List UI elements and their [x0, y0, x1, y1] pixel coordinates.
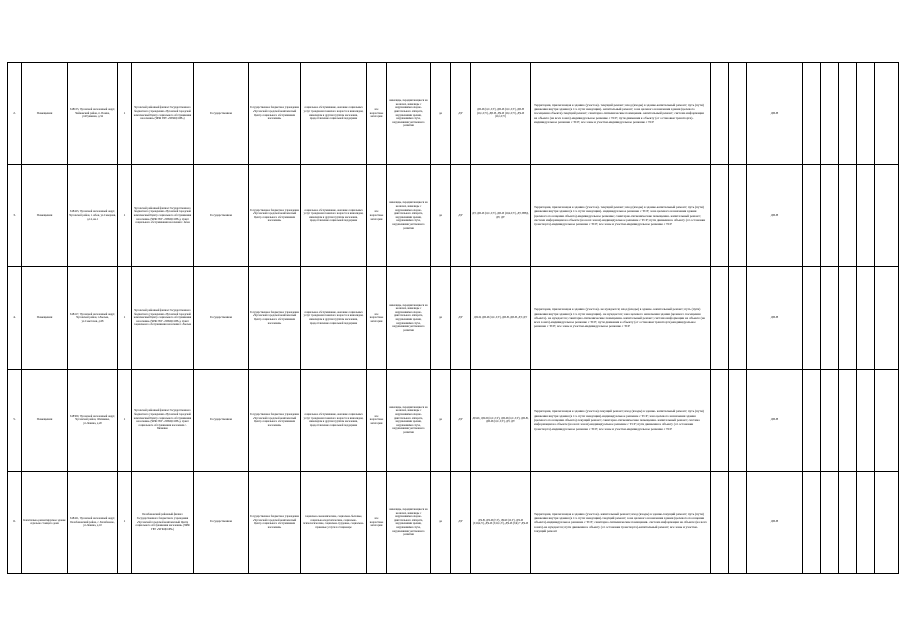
ownership-form: Государственная: [194, 369, 249, 471]
object-address: 618423, Чусовской населенный округ, Чусовской район, г. Абон, ул.Северная, д.14, кв.1: [68, 165, 118, 267]
empty-cell: [821, 267, 839, 369]
row-number: 2.: [8, 63, 22, 165]
empty-cell: [711, 267, 729, 369]
yes-cell: да: [431, 63, 451, 165]
object-address: 618300, Чусовской населенный округ, Чусовской район, г.Бизяевка, ул.Ленина, д.20: [68, 369, 118, 471]
empty-cell: [875, 63, 899, 165]
table-row: [8, 165, 899, 267]
empty-cell: [821, 369, 839, 471]
empty-cell: [803, 165, 821, 267]
yes-cell: да: [431, 471, 451, 573]
organization-name: Балабановский районный филиал Государственного бюджетного учреждения «Чусовской городской комплексный Центр социального обслуживания населения» (ЧРФ ГБУ «ЧГКЦСОН»): [132, 471, 194, 573]
object-count: 1: [118, 63, 132, 165]
empty-cell: [875, 471, 899, 573]
disability-categories: инвалиды, передвигающиеся на колясках, инвалиды с нарушениями опорно-двигательного аппарата, нарушениями зрения, нарушениями слуха, нарушениями умственного развития: [387, 63, 431, 165]
row-number: 5.: [8, 369, 22, 471]
zone-status: ДП-И (О,С,Г,У), ДП-И (О,С,Г,У), ДП-В (О,С,Г,У), ДП-В, ДЧ-И (О,С,Г,У), ДЧ-И (О,С,Г,У): [471, 63, 531, 165]
object-address: 618103, Чусовской населенный округ, Чайковский район, п. Пожва, ул.Пушкина, д.34: [68, 63, 118, 165]
object-type: Помещения: [22, 165, 68, 267]
empty-cell: [803, 267, 821, 369]
empty-cell: [803, 471, 821, 573]
repair-description: Территория, прилегающая к зданию (участок)- текущий ремонт; вход (входы) в здание-капитальный ремонт; путь (пути) движения внутри здания (в т.ч. пути эвакуации)- индивидуальное решение с ТСР; зона целевого назначения здания (целевого посещения объекта)-индивидуальное решение; санитарно-гигиенические помещения- капитальный ремонт; система информации на объекте (на всех зонах)-индивидуальное решение с ТСР; пути движения к объекту (от остановки транспорта)-индивидуальное решение с ТСР; все зоны и участки-индивидуальное решение с ТСР: [531, 165, 711, 267]
repair-description: Территория, прилегающая к зданию (участок)- текущий ремонт; вход (входы) в здание-капитальный ремонт; путь (пути) движения внутри здания (в т.ч. пути эвакуации)- капитальный ремонт; зона целевого назначения здания (целевого посещения объекта)-текущий ремонт; санитарно-гигиенические помещения- капитальный ремонт; система информации на объекте (на всех зонах)-индивидуальное решение с ТСР; пути движения к объекту (от остановки транспорта)-индивидуальное решение с ТСР; все зоны и участки-индивидуальное решение с ТСР: [531, 63, 711, 165]
du-cell: ДУ: [451, 471, 471, 573]
empty-cell: [875, 369, 899, 471]
final-status: ДП-В: [747, 63, 803, 165]
table-row: [8, 369, 899, 471]
object-count: 1: [118, 165, 132, 267]
empty-cell: [875, 165, 899, 267]
empty-cell: [839, 165, 857, 267]
empty-cell: [839, 267, 857, 369]
zone-status: ДУ, ДП-И (О,С,Г,У), ДП-И (О,К,Г,У), ДУ, ВНД, ДУ, ДУ: [471, 165, 531, 267]
disability-categories: инвалиды, передвигающиеся на колясках, инвалиды с нарушениями опорно-двигательного аппарата, нарушениями зрения, нарушениями слуха, нарушениями умственного развития: [387, 165, 431, 267]
parent-organization: Государственное бюджетное учреждение «Чусовской городской комплексный Центр социального обслуживания населения»: [249, 63, 301, 165]
du-cell: ДУ: [451, 63, 471, 165]
empty-cell: [711, 63, 729, 165]
empty-cell: [839, 471, 857, 573]
empty-cell: [711, 369, 729, 471]
empty-cell: [729, 369, 747, 471]
object-count: 1: [118, 369, 132, 471]
empty-cell: [711, 471, 729, 573]
parent-organization: Государственное бюджетное учреждение «Чусовской городской комплексный Центр социального обслуживания населения»: [249, 471, 301, 573]
row-number: 6.: [8, 471, 22, 573]
object-type: Капитально-ремонтируемое здание отдельно стоящего дома: [22, 471, 68, 573]
repair-description: Территория, прилегающая к зданию (участок)- не нуждается; вход (входы) в здание- капитальный ремонт; путь (пути) движения внутри здания (в т.ч. пути эвакуации)- не нуждается; зона целевого назначения здания (целевого посещения объекта)- не нуждается; санитарно-гигиенические помещения- капитальный ремонт; система информации на объекте (на всех зонах)-индивидуальное решение с ТСР; пути движения к объекту (от остановки транспорта)-индивидуальное решение с ТСР; все зоны и участки-индивидуальное решение с ТСР: [531, 267, 711, 369]
service-users: все возрастные категории: [367, 369, 387, 471]
object-type: Помещения: [22, 267, 68, 369]
object-type: Помещения: [22, 63, 68, 165]
table-row: [8, 63, 899, 165]
parent-organization: Государственное бюджетное учреждение «Чусовской городской комплексный Центр социального обслуживания населения»: [249, 267, 301, 369]
row-number: 3.: [8, 165, 22, 267]
empty-cell: [857, 369, 875, 471]
empty-cell: [821, 471, 839, 573]
zone-status: ДП-И, ДП-И (О,С,Г,У), ДП-И (О,С,Г,У), ДП-В, ДП-И (О,С,Г,У), ДУ, ДУ: [471, 369, 531, 471]
empty-cell: [857, 267, 875, 369]
empty-cell: [839, 63, 857, 165]
row-number: 4.: [8, 267, 22, 369]
organization-name: Чусовской районный филиал Государственного бюджетного учреждения «Чусовской городской комплексный Центр социального обслуживания населения» (ЧРФ ГБУ «ЧГКЦСОН»), пункт социального обслуживания населения г. Абон: [132, 165, 194, 267]
empty-cell: [857, 471, 875, 573]
final-status: ДП-В: [747, 267, 803, 369]
final-status: ДП-В: [747, 165, 803, 267]
object-count: 1: [118, 471, 132, 573]
services-provided: социальное обслуживание, оказание социальных услуг гражданам пожилого возраста и инвалидам, инвалидам и другим группам населения, предоставление социальной поддержки: [301, 369, 367, 471]
parent-organization: Государственное бюджетное учреждение «Чусовской городской комплексный Центр социального обслуживания населения»: [249, 369, 301, 471]
final-status: ДП-В: [747, 369, 803, 471]
disability-categories: инвалиды, передвигающиеся на колясках, инвалиды с нарушениями опорно-двигательного аппарата, нарушениями зрения, нарушениями слуха, нарушениями умственного развития: [387, 471, 431, 573]
services-provided: социальное обслуживание, оказание социальных услуг гражданам пожилого возраста и инвалидам, инвалидам и другим группам населения, предоставление социальной поддержки: [301, 165, 367, 267]
service-users: все возрастные категории: [367, 165, 387, 267]
empty-cell: [875, 267, 899, 369]
service-users: все возрастные категории: [367, 471, 387, 573]
zone-status: ДЧ-В, ДЧ-И (Г,У), ДЧ-И (О,У), ДЧ-И (Г,О,К,У), ДЧ-И (Г,О,С,У), ДЧ-И (Г,К) + ДЧ-И: [471, 471, 531, 573]
parent-organization: Государственное бюджетное учреждение «Чусовской городской комплексный Центр социального обслуживания населения»: [249, 165, 301, 267]
organization-name: Чусовской районный филиал Государственного бюджетного учреждения «Чусовской городской комплексный Центр социального обслуживания населения» (ЧРФ ГБУ «ЧГКЦСОН»): [132, 63, 194, 165]
services-provided: социальное обслуживание, оказание социальных услуг гражданам пожилого возраста и инвалидам, инвалидам и другим группам населения, предоставление социальной поддержки: [301, 63, 367, 165]
empty-cell: [803, 63, 821, 165]
du-cell: ДУ: [451, 267, 471, 369]
empty-cell: [729, 267, 747, 369]
organization-name: Чусовской районный филиал Государственного бюджетного учреждения «Чусовской городской комплексный Центр социального обслуживания населения» (ЧРФ ГБУ «ЧГКЦСОН»), пункт социального обслуживания населения с. Бизяевка: [132, 369, 194, 471]
organization-name: Чусовской районный филиал Государственного бюджетного учреждения «Чусовской городской комплексный Центр социального обслуживания населения» (ЧРФ ГБУ «ЧГКЦСОН»), пункт социального обслуживания населения г. Лысьва: [132, 267, 194, 369]
final-status: ДП-В: [747, 471, 803, 573]
object-address: 618421, Чусовской населенный округ, Балабановский район, с. Балабаново, ул.Ленина, д.10: [68, 471, 118, 573]
disability-categories: инвалиды, передвигающиеся на колясках, инвалиды с нарушениями опорно-двигательного аппарата, нарушениями зрения, нарушениями слуха, нарушениями умственного развития: [387, 267, 431, 369]
table-row: [8, 471, 899, 573]
disability-categories: инвалиды, передвигающиеся на колясках, инвалиды с нарушениями опорно-двигательного аппарата, нарушениями зрения, нарушениями слуха, нарушениями умственного развития: [387, 369, 431, 471]
empty-cell: [839, 369, 857, 471]
repair-description: Территория, прилегающая к зданию (участок)- капитальный ремонт; вход (входы) в здание-текущий ремонт; путь (пути) движения внутри здания (в т.ч. пути эвакуации)-текущий ремонт; зона целевого назначения здания (целевого посещения объекта)-индивидуальное решение с ТСР; санитарно-гигиенические помещения- система информации на объекте (на всех зонах)-не нуждается; пути движения к объекту (от остановки транспорта)-капитальный ремонт; все зоны и участки-текущий ремонт: [531, 471, 711, 573]
table-row: [8, 267, 899, 369]
ownership-form: Государственная: [194, 471, 249, 573]
yes-cell: да: [431, 267, 451, 369]
object-type: Помещения: [22, 369, 68, 471]
empty-cell: [711, 165, 729, 267]
ownership-form: Государственная: [194, 165, 249, 267]
services-provided: социальное обслуживание, оказание социальных услуг гражданам пожилого возраста и инвалидам, инвалидам и другим группам населения, предоставление социальной поддержки: [301, 267, 367, 369]
service-users: все возрастные категории: [367, 63, 387, 165]
repair-description: Территория, прилегающая к зданию (участок)-текущий ремонт; вход (входы) в здание- капитальный ремонт; путь (пути) движения внутри здания (в т.ч. пути эвакуации)-индивидуальное решение с ТСР; зона целевого назначения здания (целевого посещения объекта)-текущий ремонт; санитарно-гигиенические помещения- капитальный ремонт; система информации на объекте (на всех зонах)-индивидуальное решение с ТСР; пути движения к объекту (от остановки транспорта)-индивидуальное решение с ТСР; все зоны и участки-индивидуальное решение с ТСР: [531, 369, 711, 471]
empty-cell: [803, 369, 821, 471]
object-address: 618417, Чусовской населенный округ, Чусовской район, г.Лысьва, ул.Советская, д.68: [68, 267, 118, 369]
empty-cell: [729, 165, 747, 267]
yes-cell: да: [431, 165, 451, 267]
services-provided: социально-экономические, социально-бытовые, социально-педагогические, социально-психологические, социально-трудовые, социально-правовые услуги в стационаре: [301, 471, 367, 573]
empty-cell: [729, 471, 747, 573]
empty-cell: [821, 63, 839, 165]
du-cell: ДУ: [451, 369, 471, 471]
du-cell: ДУ: [451, 165, 471, 267]
zone-status: ДП-И, ДП-И (О,С,Г,У), ДП-В, ДП-В, ДУ, ДУ: [471, 267, 531, 369]
empty-cell: [821, 165, 839, 267]
service-users: все возрастные категории: [367, 267, 387, 369]
yes-cell: да: [431, 369, 451, 471]
ownership-form: Государственная: [194, 267, 249, 369]
empty-cell: [857, 165, 875, 267]
accessibility-register-table: [7, 62, 899, 574]
empty-cell: [857, 63, 875, 165]
ownership-form: Государственная: [194, 63, 249, 165]
object-count: 1: [118, 267, 132, 369]
empty-cell: [729, 63, 747, 165]
